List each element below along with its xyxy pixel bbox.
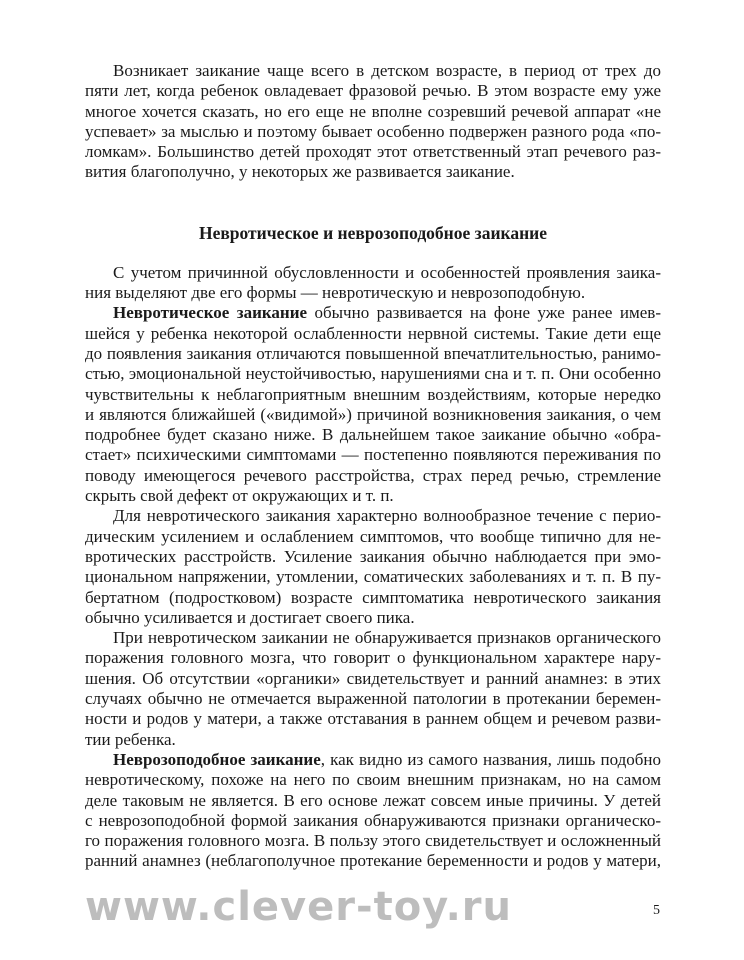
text-line — [85, 486, 661, 506]
text-line — [85, 303, 661, 323]
intro-paragraph — [85, 61, 661, 183]
page-body — [85, 61, 661, 872]
text-line — [85, 61, 661, 81]
line-text: ломкам». Большинство детей проходят этот ответственный этап речевого раз- — [85, 142, 661, 162]
text-line — [85, 567, 661, 587]
line-text: успевает» за мыслью и поэтому бывает особенно подвержен разного рода «по- — [85, 121, 661, 141]
page-number: 5 — [653, 903, 660, 918]
text-line — [85, 364, 661, 384]
text-line — [85, 588, 661, 608]
line-text: тии ребенка. — [85, 729, 176, 749]
line-text: случаях обычно не отмечается выраженной патологии в протекании беремен- — [85, 689, 661, 709]
text-line — [85, 730, 661, 750]
text-line — [85, 669, 661, 689]
line-text: бертатном (подростковом) возрасте симптоматика невротического заикания — [85, 587, 661, 607]
text-line — [85, 608, 661, 628]
line-text: ранний анамнез (неблагополучное протекание беременности и родов у матери, — [85, 851, 661, 871]
line-text: При невротическом заикании не обнаруживается признаков органического — [113, 628, 661, 648]
line-text: до появления заикания отличаются повышенной впечатлительностью, ранимо- — [85, 343, 661, 363]
line-text: обычно усиливается и достигает своего пика. — [85, 607, 415, 627]
paragraph — [85, 628, 661, 750]
line-text: ния выделяют две его формы — невротическую и неврозоподобную. — [85, 283, 586, 303]
paragraph — [85, 506, 661, 628]
bold-term: Неврозоподобное заикание — [113, 749, 321, 769]
line-text: вротических расстройств. Усиление заикания обычно наблюдается при эмо- — [85, 546, 661, 566]
text-line — [85, 851, 661, 871]
section-body — [85, 263, 661, 872]
text-line — [85, 263, 661, 283]
line-text: с неврозоподобной формой заикания обнаруживаются признаки органическо- — [85, 810, 661, 830]
text-line — [85, 283, 661, 303]
line-text: скрыть свой дефект от окружающих и т. п. — [85, 486, 394, 506]
line-text: обычно развивается на фоне уже ранее имев- — [307, 303, 661, 323]
text-line — [85, 628, 661, 648]
text-line — [85, 445, 661, 465]
text-line — [85, 466, 661, 486]
line-text: ности и родов у матери, а также отставания в раннем общем и речевом разви- — [85, 709, 661, 729]
text-line — [85, 831, 661, 851]
text-line — [85, 527, 661, 547]
line-text: Возникает заикание чаще всего в детском возрасте, в период от трех до — [113, 61, 661, 80]
text-line — [85, 506, 661, 526]
line-text: и являются ближайшей («видимой») причиной возникновения заикания, о чем — [85, 404, 661, 424]
text-line — [85, 405, 661, 425]
line-text: многое хочется сказать, но его еще не вполне созревший речевой аппарат «не — [85, 101, 661, 121]
line-text: циональном напряжении, утомлении, соматических заболеваниях и т. п. В пу- — [85, 567, 661, 587]
text-line — [85, 162, 661, 182]
text-line — [85, 791, 661, 811]
line-text: шения. Об отсутствии «органики» свидетельствует и ранний анамнез: в этих — [85, 668, 661, 688]
text-line — [85, 425, 661, 445]
line-text: невротическому, похоже на него по своим внешним признакам, но на самом — [85, 770, 661, 790]
line-text: пяти лет, когда ребенок овладевает фразовой речью. В этом возрасте ему уже — [85, 81, 661, 101]
line-text: деле таковым не является. В его основе лежат совсем иные причины. У детей — [85, 790, 661, 810]
paragraph — [85, 750, 661, 872]
line-text: поводу имеющегося речевого расстройства, страх перед речью, стремление — [85, 465, 661, 485]
line-text: вития благополучно, у некоторых же развивается заикание. — [85, 162, 515, 182]
section-heading: Невротическое и неврозоподобное заикание — [198, 222, 548, 243]
text-line — [85, 385, 661, 405]
text-line — [85, 81, 661, 101]
text-line — [85, 122, 661, 142]
text-line — [85, 770, 661, 790]
line-text: Для невротического заикания характерно волнообразное течение с перио- — [113, 506, 661, 526]
text-line — [85, 709, 661, 729]
text-line — [85, 689, 661, 709]
text-line — [85, 142, 661, 162]
line-text: С учетом причинной обусловленности и особенностей проявления заика- — [113, 262, 661, 282]
line-text: шейся у ребенка некоторой ослабленности нервной системы. Такие дети еще — [85, 323, 661, 343]
line-text: го поражения головного мозга. В пользу этого свидетельствует и осложненный — [85, 831, 661, 851]
line-text: чувствительны к неблагоприятным внешним воздействиям, которые нередко — [85, 384, 661, 404]
text-line — [85, 648, 661, 668]
bold-term: Невротическое заикание — [113, 303, 308, 323]
text-line — [85, 344, 661, 364]
line-text: поражения головного мозга, что говорит о функциональном характере нару- — [85, 648, 661, 668]
text-line — [85, 750, 661, 770]
line-text: стью, эмоциональной неустойчивостью, нарушениями сна и т. п. Они особенно — [85, 364, 661, 384]
line-text: дическим усилением и ослаблением симптомов, что вообще типично для не- — [85, 526, 661, 546]
line-text: подробнее будет сказано ниже. В дальнейшем такое заикание обычно «обра- — [85, 425, 661, 445]
paragraph — [85, 263, 661, 304]
text-line — [85, 811, 661, 831]
watermark: www.clever-toy.ru — [85, 884, 512, 930]
text-line — [85, 324, 661, 344]
line-text: , как видно из самого названия, лишь подобно — [320, 749, 662, 769]
paragraph — [85, 303, 661, 506]
text-line — [85, 547, 661, 567]
text-line — [85, 102, 661, 122]
line-text: стает» психическими симптомами — постепенно появляются переживания по — [85, 445, 661, 465]
